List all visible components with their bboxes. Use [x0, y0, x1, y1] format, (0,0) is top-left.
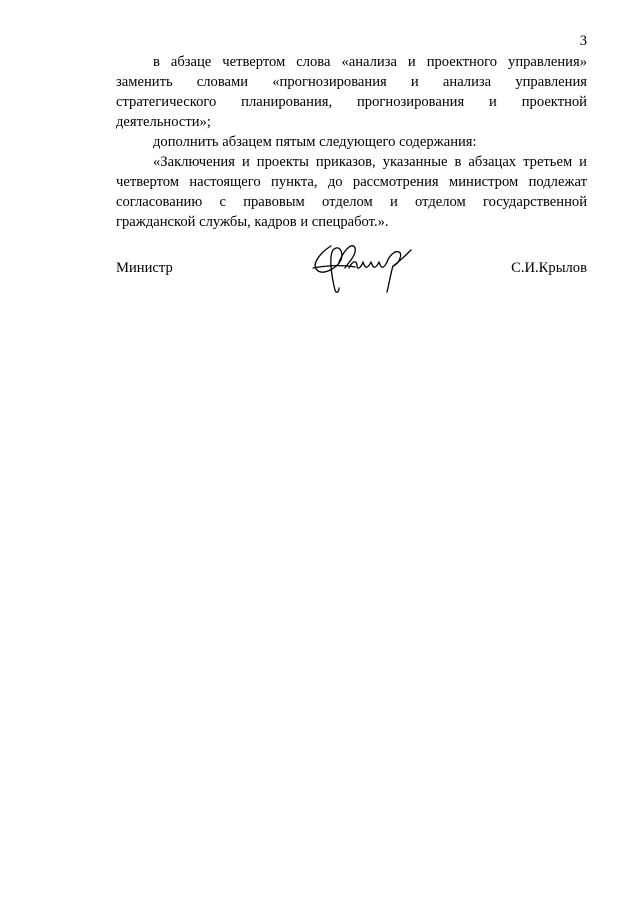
signatory-name: С.И.Крылов [511, 260, 587, 276]
paragraph-add-fifth: дополнить абзацем пятым следующего содержания: [153, 134, 477, 150]
signature-block [116, 238, 587, 298]
page-number: 3 [579, 33, 587, 49]
signatory-title: Министр [116, 260, 173, 276]
document-body [116, 52, 587, 232]
handwritten-signature [309, 238, 419, 298]
paragraph-quoted-text: «Заключения и проекты приказов, указанные в абзацах третьем и четвертом настоящего пункта, до рассмотрения министром подлежат согласованию с правовым отделом и отделом государственной гражданской службы, кадров и спецработ.». [116, 154, 587, 230]
paragraph-amendment-fourth: в абзаце четвертом слова «анализа и проектного управления» заменить словами «прогнозирования и анализа управления стратегического планирования, прогнозирования и проектной деятельности»; [116, 54, 587, 130]
